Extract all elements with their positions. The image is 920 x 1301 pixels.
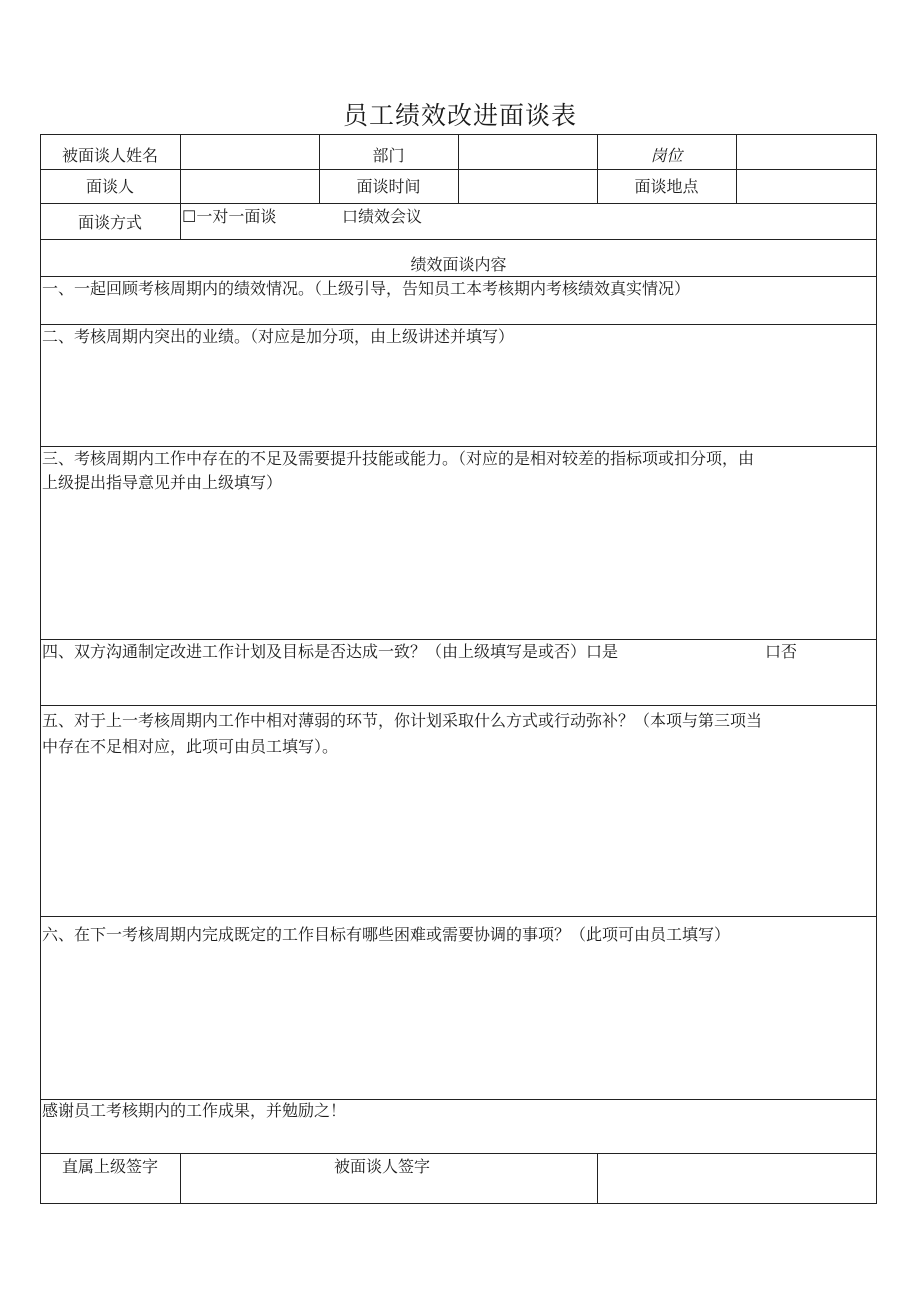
col-divider bbox=[180, 203, 181, 240]
row-divider bbox=[40, 705, 877, 706]
section-5-prompt-line2: 中存在不足相对应，此项可由员工填写）。 bbox=[42, 737, 339, 756]
interview-time-field[interactable] bbox=[459, 170, 597, 203]
section-4-prompt: 四、双方沟通制定改进工作计划及目标是否达成一致？（由上级填写是或否）口是 bbox=[42, 642, 619, 661]
method-option-one-on-one[interactable]: ☐一对一面谈 bbox=[182, 207, 277, 226]
section-3-prompt-line2: 上级提出指导意见并由上级填写） bbox=[42, 473, 283, 492]
department-field[interactable] bbox=[459, 135, 597, 169]
section-1-prompt: 一、一起回顾考核周期内的绩效情况。（上级引导，告知员工本考核期内考核绩效真实情况） bbox=[42, 279, 691, 298]
supervisor-signature-field[interactable] bbox=[181, 1179, 321, 1203]
supervisor-signature-label: 直属上级签字 bbox=[61, 1157, 158, 1176]
section-5-prompt-line1: 五、对于上一考核周期内工作中相对薄弱的环节，你计划采取什么方式或行动弥补？（本项与第三项当 bbox=[42, 711, 763, 730]
method-option-performance-meeting[interactable]: 口绩效会议 bbox=[342, 207, 423, 226]
interviewee-signature-field[interactable] bbox=[598, 1154, 876, 1203]
content-section-header: 绩效面谈内容 bbox=[410, 255, 507, 274]
interviewer-label: 面谈人 bbox=[85, 177, 134, 196]
thanks-note: 感谢员工考核期内的工作成果，并勉励之！ bbox=[42, 1101, 347, 1120]
section-4-option-no[interactable]: 口否 bbox=[765, 642, 798, 661]
interview-location-label: 面谈地点 bbox=[634, 177, 699, 196]
table-border-bottom bbox=[40, 1203, 877, 1204]
interview-method-label: 面谈方式 bbox=[77, 213, 142, 232]
interviewer-field[interactable] bbox=[181, 170, 319, 203]
position-label: 岗位 bbox=[650, 146, 683, 165]
section-6-prompt: 六、在下一考核周期内完成既定的工作目标有哪些困难或需要协调的事项？（此项可由员工填写） bbox=[42, 925, 731, 944]
name-label: 被面谈人姓名 bbox=[61, 146, 158, 165]
interviewee-signature-label: 被面谈人签字 bbox=[334, 1157, 431, 1176]
department-label: 部门 bbox=[372, 146, 405, 165]
interview-form-table bbox=[40, 134, 877, 1204]
section-2-prompt: 二、考核周期内突出的业绩。（对应是加分项，由上级讲述并填写） bbox=[42, 327, 515, 346]
position-field[interactable] bbox=[737, 135, 876, 169]
interview-location-field[interactable] bbox=[737, 170, 876, 203]
page-title: 员工绩效改进面谈表 bbox=[342, 101, 577, 130]
interview-time-label: 面谈时间 bbox=[356, 177, 421, 196]
section-3-prompt-line1: 三、考核周期内工作中存在的不足及需要提升技能或能力。（对应的是相对较差的指标项或扣分项，由 bbox=[42, 449, 755, 468]
name-field[interactable] bbox=[181, 135, 319, 169]
row-divider bbox=[40, 916, 877, 917]
table-border-left bbox=[40, 134, 41, 1204]
row-divider bbox=[40, 239, 877, 240]
table-border-right bbox=[876, 134, 877, 1204]
